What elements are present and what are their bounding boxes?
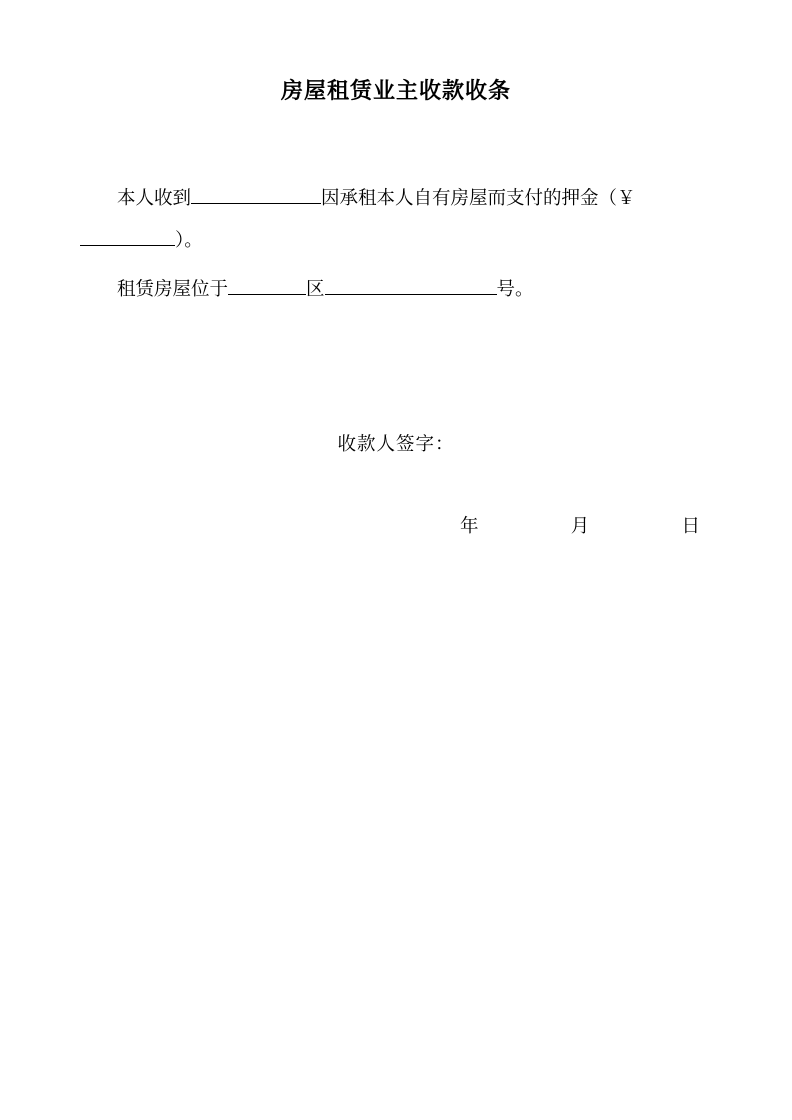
document-body	[80, 178, 712, 311]
deposit-statement-prefix: 本人收到	[117, 188, 192, 209]
deposit-amount-blank[interactable]	[80, 227, 175, 246]
address-blank[interactable]	[325, 276, 497, 295]
paragraph-deposit-statement	[80, 178, 712, 262]
date-line	[460, 512, 700, 538]
signature-label: 收款人签字：	[337, 434, 455, 455]
date-day-label: 日	[681, 516, 700, 537]
currency-close-paren: ）。	[175, 230, 203, 251]
district-blank[interactable]	[228, 276, 306, 295]
date-year-label: 年	[460, 516, 479, 537]
currency-open-paren: （￥	[598, 188, 636, 209]
deposit-statement-middle: 因承租本人自有房屋而支付的押金	[321, 188, 599, 209]
property-location-suffix: 号。	[496, 279, 534, 300]
paragraph-property-location	[80, 269, 712, 311]
district-label: 区	[306, 279, 325, 300]
payer-name-blank[interactable]	[191, 185, 321, 204]
page-title: 房屋租赁业主收款收条	[280, 79, 511, 104]
date-month-label: 月	[570, 516, 590, 537]
property-location-prefix: 租赁房屋位于	[117, 279, 229, 300]
